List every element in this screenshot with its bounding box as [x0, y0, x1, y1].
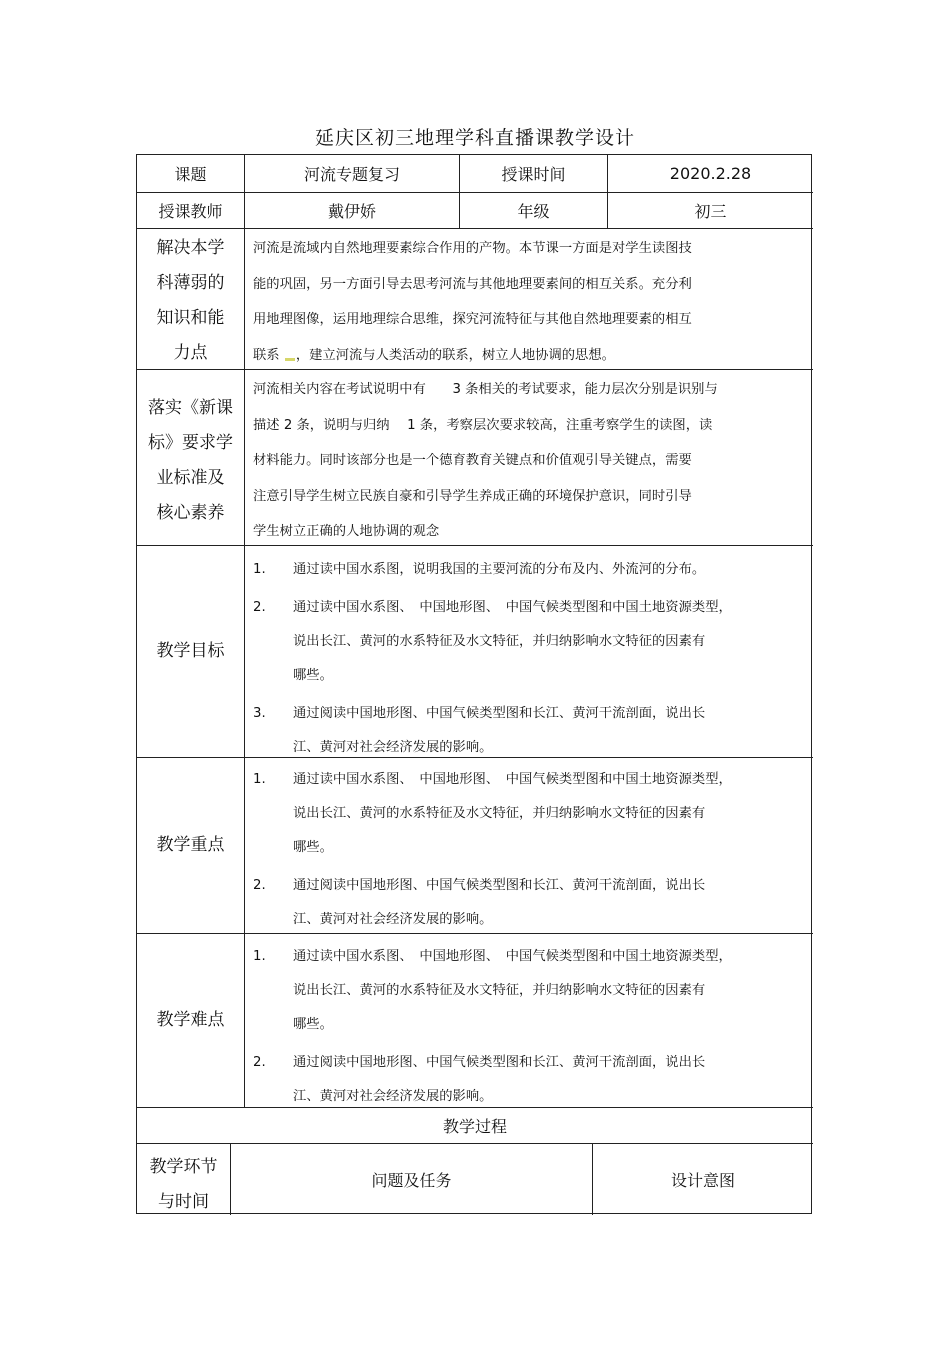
text-line: 用地理图像，运用地理综合思维，探究河流特征与其他自然地理要素的相互 [253, 312, 692, 327]
label-line: 核心素养 [156, 503, 225, 523]
key-points-list [245, 763, 805, 937]
item-number: 2. [253, 1055, 266, 1070]
list-item [253, 869, 805, 937]
text-line: 能的巩固，另一方面引导去思考河流与其他地理要素间的相互关系。充分利 [253, 276, 692, 292]
weakness-text [245, 231, 813, 373]
text-line [253, 338, 805, 374]
row-divider [137, 228, 813, 229]
item-number: 2. [253, 878, 266, 893]
label-line: 解决本学 [156, 238, 225, 258]
key-points-label: 教学重点 [156, 835, 225, 855]
page-title: 延庆区初三地理学科直播课教学设计 [314, 127, 635, 149]
standards-label [137, 391, 244, 531]
text-line: 通过阅读中国地形图、中国气候类型图和长江、黄河干流剖面，说出长 [293, 706, 706, 721]
process-heading: 教学过程 [442, 1117, 507, 1136]
process-col-stage [137, 1150, 230, 1220]
list-item [253, 1046, 805, 1114]
topic-value: 河流专题复习 [303, 165, 400, 184]
text-line: 通过阅读中国地形图、中国气候类型图和长江、黄河干流剖面，说出长 [293, 1055, 706, 1070]
text-line: 说出长江、黄河的水系特征及水文特征，并归纳影响水文特征的因素有 [293, 634, 706, 649]
difficulties-list [245, 940, 805, 1114]
time-label: 授课时间 [501, 165, 566, 184]
item-number: 1. [253, 772, 266, 787]
label-line: 与时间 [158, 1192, 209, 1212]
label-line: 科薄弱的 [156, 273, 225, 293]
process-col-tasks: 问题及任务 [371, 1170, 452, 1190]
weakness-label [137, 231, 244, 371]
difficulties-label: 教学难点 [156, 1010, 225, 1030]
list-item [253, 553, 805, 587]
teacher-label: 授课教师 [158, 202, 223, 221]
text-line: 哪些。 [293, 840, 333, 855]
text-line: 通过阅读中国地形图、中国气候类型图和长江、黄河干流剖面，说出长 [293, 878, 706, 893]
list-item [253, 591, 805, 693]
objectives-list [245, 553, 805, 765]
text-line: 江、黄河对社会经济发展的影响。 [293, 1089, 493, 1104]
standards-text [245, 372, 813, 550]
list-item [253, 940, 805, 1042]
text-line: 哪些。 [293, 1017, 333, 1032]
text-line: 江、黄河对社会经济发展的影响。 [293, 740, 493, 755]
text-line: 注意引导学生树立民族自豪和引导学生养成正确的环境保护意识，同时引导 [253, 488, 692, 504]
grade-label: 年级 [517, 202, 550, 221]
item-number: 1. [253, 949, 266, 964]
text-line: 通过读中国水系图、 中国地形图、 中国气候类型图和中国土地资源类型， [293, 949, 732, 964]
text-fragment: 联系 [253, 347, 280, 363]
text-line: 描述 2 条，说明与归纳 1 条，考察层次要求较高，注重考察学生的读图，读 [253, 417, 713, 433]
item-number: 2. [253, 600, 266, 615]
text-line: 通过读中国水系图、 中国地形图、 中国气候类型图和中国土地资源类型， [293, 600, 732, 615]
item-number: 3. [253, 706, 266, 721]
label-line: 业标准及 [156, 468, 225, 488]
list-item [253, 763, 805, 865]
teacher-value: 戴伊娇 [327, 202, 376, 221]
text-line: 河流是流域内自然地理要素综合作用的产物。本节课一方面是对学生读图技 [253, 241, 692, 256]
time-value: 2020.2.28 [669, 164, 752, 183]
list-item [253, 697, 805, 765]
grade-value: 初三 [694, 202, 727, 221]
text-line: 通过读中国水系图、 中国地形图、 中国气候类型图和中国土地资源类型， [293, 772, 732, 787]
item-number: 1. [253, 562, 266, 577]
text-line: 通过读中国水系图，说明我国的主要河流的分布及内、外流河的分布。 [293, 562, 706, 577]
label-line: 标》要求学 [148, 433, 233, 453]
text-line: 说出长江、黄河的水系特征及水文特征，并归纳影响水文特征的因素有 [293, 983, 706, 998]
topic-label: 课题 [174, 165, 207, 184]
lesson-plan-table [136, 154, 812, 1214]
text-line: 河流相关内容在考试说明中有 3 条相关的考试要求，能力层次分别是识别与 [253, 382, 718, 397]
text-fragment: ，建立河流与人类活动的联系，树立人地协调的思想。 [295, 347, 615, 363]
text-line: 学生树立正确的人地协调的观念 [253, 524, 440, 539]
text-line: 材料能力。同时该部分也是一个德育教育关键点和价值观引导关键点，需要 [253, 453, 692, 468]
text-line: 江、黄河对社会经济发展的影响。 [293, 912, 493, 927]
process-col-intent: 设计意图 [670, 1170, 735, 1190]
label-line: 落实《新课 [148, 398, 233, 418]
label-line: 力点 [173, 343, 208, 363]
objectives-label: 教学目标 [156, 641, 225, 661]
label-line: 教学环节 [149, 1157, 218, 1177]
text-line: 说出长江、黄河的水系特征及水文特征，并归纳影响水文特征的因素有 [293, 806, 706, 821]
label-line: 知识和能 [156, 308, 225, 328]
highlight-mark [285, 358, 295, 361]
text-line: 哪些。 [293, 668, 333, 683]
